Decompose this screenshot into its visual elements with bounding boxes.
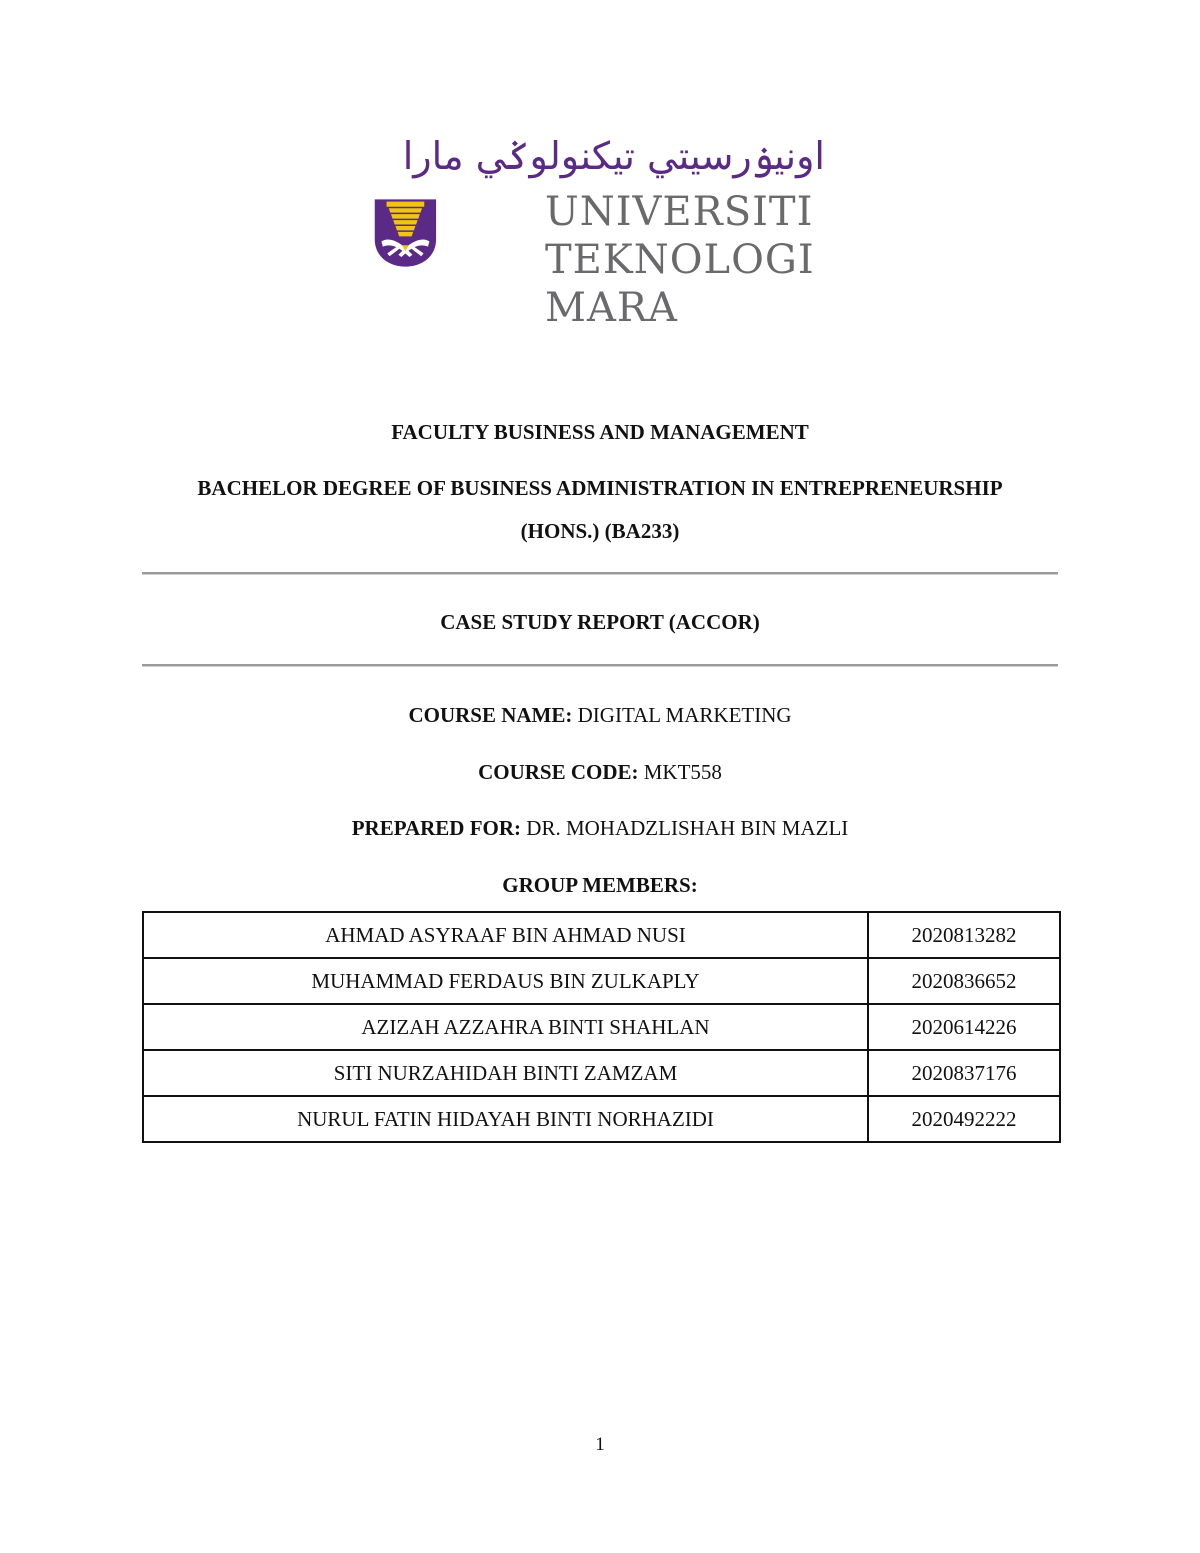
- program-heading-line2: (HONS.) (BA233): [520, 519, 680, 543]
- logo-word-universiti: UNIVERSITI: [545, 189, 814, 235]
- course-code-value: MKT558: [643, 760, 722, 784]
- member-id: 2020614226: [868, 1004, 1060, 1050]
- course-code-label: COURSE CODE:: [478, 760, 639, 784]
- member-id: 2020837176: [868, 1050, 1060, 1096]
- member-id: 2020813282: [868, 912, 1060, 958]
- logo-word-teknologi: TEKNOLOGI: [545, 237, 815, 283]
- prepared-for-label: PREPARED FOR:: [351, 816, 522, 840]
- member-name: AHMAD ASYRAAF BIN AHMAD NUSI: [143, 912, 868, 958]
- logo-word-mara: MARA: [545, 285, 678, 331]
- bottom-divider: [142, 664, 1058, 667]
- course-name-value: DIGITAL MARKETING: [577, 703, 792, 727]
- course-name-label: COURSE NAME:: [408, 703, 573, 727]
- table-row: [143, 1096, 1060, 1142]
- prepared-for-value: DR. MOHADZLISHAH BIN MAZLI: [526, 816, 849, 840]
- program-heading-line1: BACHELOR DEGREE OF BUSINESS ADMINISTRATION IN ENTREPRENEURSHIP: [197, 476, 1003, 500]
- table-row: [143, 1004, 1060, 1050]
- table-row: [143, 1050, 1060, 1096]
- member-name: SITI NURZAHIDAH BINTI ZAMZAM: [143, 1050, 868, 1096]
- logo-arabic-text: اونيۏرسيتي تيكنولوݢي مارا: [402, 134, 825, 178]
- top-divider: [142, 572, 1058, 575]
- member-id: 2020836652: [868, 958, 1060, 1004]
- group-members-table: [142, 911, 1061, 1143]
- member-id: 2020492222: [868, 1096, 1060, 1142]
- report-title: CASE STUDY REPORT (ACCOR): [440, 610, 760, 634]
- table-row: [143, 958, 1060, 1004]
- member-name: NURUL FATIN HIDAYAH BINTI NORHAZIDI: [143, 1096, 868, 1142]
- member-name: AZIZAH AZZAHRA BINTI SHAHLAN: [143, 1004, 868, 1050]
- faculty-heading: FACULTY BUSINESS AND MANAGEMENT: [391, 420, 809, 444]
- course-code-line: [0, 760, 1200, 785]
- page-number: 1: [595, 1434, 605, 1455]
- prepared-for-line: [0, 816, 1200, 841]
- group-members-label: GROUP MEMBERS:: [502, 873, 698, 897]
- course-name-line: [0, 703, 1200, 728]
- member-name: MUHAMMAD FERDAUS BIN ZULKAPLY: [143, 958, 868, 1004]
- table-row: [143, 912, 1060, 958]
